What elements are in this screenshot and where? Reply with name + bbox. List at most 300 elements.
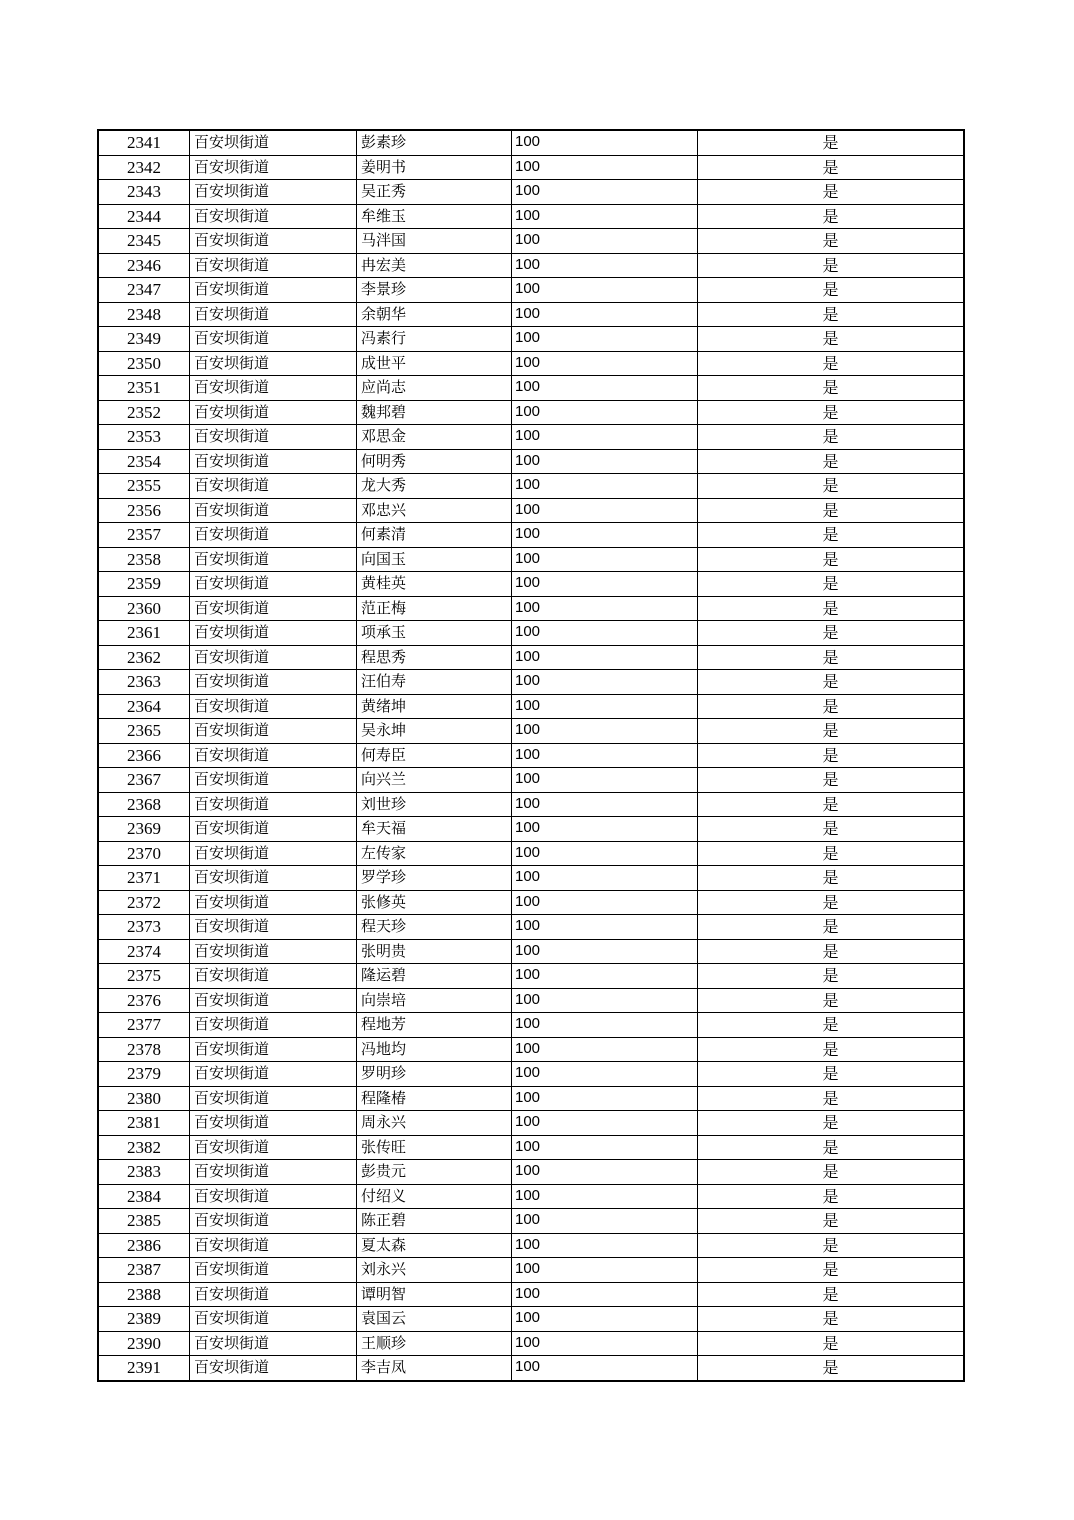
status-cell: 是: [698, 1282, 965, 1307]
street-cell: 百安坝街道: [190, 449, 357, 474]
status-cell: 是: [698, 547, 965, 572]
status-cell: 是: [698, 1086, 965, 1111]
amount-cell: 100: [512, 376, 698, 401]
street-cell: 百安坝街道: [190, 645, 357, 670]
status-cell: 是: [698, 817, 965, 842]
person-name-cell: 何寿臣: [357, 743, 512, 768]
person-name-cell: 左传家: [357, 841, 512, 866]
amount-cell: 100: [512, 1331, 698, 1356]
status-cell: 是: [698, 841, 965, 866]
status-cell: 是: [698, 449, 965, 474]
person-name-cell: 向国玉: [357, 547, 512, 572]
table-row: [98, 498, 964, 523]
table-row: [98, 1184, 964, 1209]
amount-cell: 100: [512, 939, 698, 964]
amount-cell: 100: [512, 1233, 698, 1258]
person-name-cell: 刘永兴: [357, 1258, 512, 1283]
table-row: [98, 1258, 964, 1283]
person-name-cell: 罗学珍: [357, 866, 512, 891]
table-body: [98, 130, 964, 1381]
person-name-cell: 程地芳: [357, 1013, 512, 1038]
person-name-cell: 周永兴: [357, 1111, 512, 1136]
table-row: [98, 694, 964, 719]
table-row: [98, 523, 964, 548]
street-cell: 百安坝街道: [190, 866, 357, 891]
amount-cell: 100: [512, 915, 698, 940]
street-cell: 百安坝街道: [190, 988, 357, 1013]
table-row: [98, 449, 964, 474]
row-number-cell: 2388: [98, 1282, 190, 1307]
status-cell: 是: [698, 1111, 965, 1136]
amount-cell: 100: [512, 1037, 698, 1062]
table-row: [98, 939, 964, 964]
person-name-cell: 彭素珍: [357, 130, 512, 155]
person-name-cell: 张修英: [357, 890, 512, 915]
street-cell: 百安坝街道: [190, 1258, 357, 1283]
table-row: [98, 180, 964, 205]
table-row: [98, 1037, 964, 1062]
row-number-cell: 2363: [98, 670, 190, 695]
table-row: [98, 1160, 964, 1185]
street-cell: 百安坝街道: [190, 180, 357, 205]
amount-cell: 100: [512, 866, 698, 891]
table-row: [98, 130, 964, 155]
table-row: [98, 1062, 964, 1087]
street-cell: 百安坝街道: [190, 841, 357, 866]
status-cell: 是: [698, 1331, 965, 1356]
row-number-cell: 2381: [98, 1111, 190, 1136]
table-row: [98, 1356, 964, 1381]
table-row: [98, 1086, 964, 1111]
amount-cell: 100: [512, 498, 698, 523]
street-cell: 百安坝街道: [190, 572, 357, 597]
table-row: [98, 155, 964, 180]
status-cell: 是: [698, 1062, 965, 1087]
street-cell: 百安坝街道: [190, 719, 357, 744]
status-cell: 是: [698, 351, 965, 376]
row-number-cell: 2355: [98, 474, 190, 499]
row-number-cell: 2343: [98, 180, 190, 205]
row-number-cell: 2369: [98, 817, 190, 842]
street-cell: 百安坝街道: [190, 890, 357, 915]
row-number-cell: 2344: [98, 204, 190, 229]
status-cell: 是: [698, 719, 965, 744]
status-cell: 是: [698, 768, 965, 793]
status-cell: 是: [698, 670, 965, 695]
amount-cell: 100: [512, 890, 698, 915]
person-name-cell: 何明秀: [357, 449, 512, 474]
street-cell: 百安坝街道: [190, 670, 357, 695]
row-number-cell: 2383: [98, 1160, 190, 1185]
status-cell: 是: [698, 400, 965, 425]
table-row: [98, 792, 964, 817]
row-number-cell: 2385: [98, 1209, 190, 1234]
amount-cell: 100: [512, 817, 698, 842]
street-cell: 百安坝街道: [190, 204, 357, 229]
status-cell: 是: [698, 988, 965, 1013]
person-name-cell: 冯素行: [357, 327, 512, 352]
status-cell: 是: [698, 964, 965, 989]
street-cell: 百安坝街道: [190, 130, 357, 155]
amount-cell: 100: [512, 768, 698, 793]
status-cell: 是: [698, 792, 965, 817]
street-cell: 百安坝街道: [190, 253, 357, 278]
street-cell: 百安坝街道: [190, 792, 357, 817]
row-number-cell: 2374: [98, 939, 190, 964]
row-number-cell: 2352: [98, 400, 190, 425]
person-name-cell: 冉宏美: [357, 253, 512, 278]
table-row: [98, 841, 964, 866]
street-cell: 百安坝街道: [190, 694, 357, 719]
status-cell: 是: [698, 1037, 965, 1062]
street-cell: 百安坝街道: [190, 1331, 357, 1356]
row-number-cell: 2382: [98, 1135, 190, 1160]
amount-cell: 100: [512, 670, 698, 695]
row-number-cell: 2389: [98, 1307, 190, 1332]
table-row: [98, 376, 964, 401]
status-cell: 是: [698, 915, 965, 940]
row-number-cell: 2358: [98, 547, 190, 572]
amount-cell: 100: [512, 474, 698, 499]
person-name-cell: 谭明智: [357, 1282, 512, 1307]
status-cell: 是: [698, 523, 965, 548]
person-name-cell: 张明贵: [357, 939, 512, 964]
street-cell: 百安坝街道: [190, 1307, 357, 1332]
table-row: [98, 1233, 964, 1258]
street-cell: 百安坝街道: [190, 596, 357, 621]
street-cell: 百安坝街道: [190, 621, 357, 646]
row-number-cell: 2345: [98, 229, 190, 254]
amount-cell: 100: [512, 1307, 698, 1332]
street-cell: 百安坝街道: [190, 1037, 357, 1062]
person-name-cell: 汪伯寿: [357, 670, 512, 695]
street-cell: 百安坝街道: [190, 229, 357, 254]
amount-cell: 100: [512, 1111, 698, 1136]
status-cell: 是: [698, 596, 965, 621]
street-cell: 百安坝街道: [190, 474, 357, 499]
status-cell: 是: [698, 498, 965, 523]
row-number-cell: 2387: [98, 1258, 190, 1283]
amount-cell: 100: [512, 1258, 698, 1283]
row-number-cell: 2373: [98, 915, 190, 940]
table-row: [98, 204, 964, 229]
street-cell: 百安坝街道: [190, 498, 357, 523]
street-cell: 百安坝街道: [190, 939, 357, 964]
row-number-cell: 2367: [98, 768, 190, 793]
street-cell: 百安坝街道: [190, 155, 357, 180]
amount-cell: 100: [512, 1209, 698, 1234]
amount-cell: 100: [512, 596, 698, 621]
row-number-cell: 2341: [98, 130, 190, 155]
status-cell: 是: [698, 204, 965, 229]
table-row: [98, 1331, 964, 1356]
amount-cell: 100: [512, 1282, 698, 1307]
street-cell: 百安坝街道: [190, 768, 357, 793]
amount-cell: 100: [512, 1086, 698, 1111]
street-cell: 百安坝街道: [190, 817, 357, 842]
subsidy-table: [97, 129, 965, 1382]
status-cell: 是: [698, 1307, 965, 1332]
row-number-cell: 2376: [98, 988, 190, 1013]
amount-cell: 100: [512, 204, 698, 229]
street-cell: 百安坝街道: [190, 1209, 357, 1234]
amount-cell: 100: [512, 449, 698, 474]
row-number-cell: 2346: [98, 253, 190, 278]
amount-cell: 100: [512, 229, 698, 254]
amount-cell: 100: [512, 792, 698, 817]
amount-cell: 100: [512, 253, 698, 278]
person-name-cell: 隆运碧: [357, 964, 512, 989]
table-row: [98, 1135, 964, 1160]
person-name-cell: 向兴兰: [357, 768, 512, 793]
table-row: [98, 547, 964, 572]
amount-cell: 100: [512, 425, 698, 450]
table-row: [98, 645, 964, 670]
person-name-cell: 罗明珍: [357, 1062, 512, 1087]
row-number-cell: 2371: [98, 866, 190, 891]
amount-cell: 100: [512, 645, 698, 670]
row-number-cell: 2366: [98, 743, 190, 768]
amount-cell: 100: [512, 1160, 698, 1185]
row-number-cell: 2391: [98, 1356, 190, 1381]
street-cell: 百安坝街道: [190, 743, 357, 768]
status-cell: 是: [698, 939, 965, 964]
status-cell: 是: [698, 327, 965, 352]
person-name-cell: 陈正碧: [357, 1209, 512, 1234]
status-cell: 是: [698, 180, 965, 205]
row-number-cell: 2372: [98, 890, 190, 915]
street-cell: 百安坝街道: [190, 964, 357, 989]
table-row: [98, 768, 964, 793]
row-number-cell: 2348: [98, 302, 190, 327]
person-name-cell: 吴永坤: [357, 719, 512, 744]
amount-cell: 100: [512, 327, 698, 352]
person-name-cell: 何素清: [357, 523, 512, 548]
street-cell: 百安坝街道: [190, 278, 357, 303]
status-cell: 是: [698, 890, 965, 915]
person-name-cell: 魏邦碧: [357, 400, 512, 425]
street-cell: 百安坝街道: [190, 302, 357, 327]
street-cell: 百安坝街道: [190, 1356, 357, 1381]
table-row: [98, 1282, 964, 1307]
row-number-cell: 2351: [98, 376, 190, 401]
person-name-cell: 姜明书: [357, 155, 512, 180]
amount-cell: 100: [512, 988, 698, 1013]
person-name-cell: 牟维玉: [357, 204, 512, 229]
status-cell: 是: [698, 130, 965, 155]
row-number-cell: 2356: [98, 498, 190, 523]
street-cell: 百安坝街道: [190, 547, 357, 572]
table-row: [98, 890, 964, 915]
table-row: [98, 743, 964, 768]
row-number-cell: 2362: [98, 645, 190, 670]
street-cell: 百安坝街道: [190, 1062, 357, 1087]
amount-cell: 100: [512, 1062, 698, 1087]
row-number-cell: 2377: [98, 1013, 190, 1038]
amount-cell: 100: [512, 743, 698, 768]
row-number-cell: 2375: [98, 964, 190, 989]
amount-cell: 100: [512, 278, 698, 303]
person-name-cell: 张传旺: [357, 1135, 512, 1160]
person-name-cell: 吴正秀: [357, 180, 512, 205]
person-name-cell: 李吉凤: [357, 1356, 512, 1381]
status-cell: 是: [698, 474, 965, 499]
amount-cell: 100: [512, 1013, 698, 1038]
street-cell: 百安坝街道: [190, 1282, 357, 1307]
row-number-cell: 2384: [98, 1184, 190, 1209]
status-cell: 是: [698, 302, 965, 327]
person-name-cell: 项承玉: [357, 621, 512, 646]
amount-cell: 100: [512, 302, 698, 327]
status-cell: 是: [698, 1356, 965, 1381]
person-name-cell: 程隆椿: [357, 1086, 512, 1111]
person-name-cell: 余朝华: [357, 302, 512, 327]
street-cell: 百安坝街道: [190, 425, 357, 450]
amount-cell: 100: [512, 180, 698, 205]
person-name-cell: 王顺珍: [357, 1331, 512, 1356]
person-name-cell: 邓思金: [357, 425, 512, 450]
table-row: [98, 572, 964, 597]
person-name-cell: 李景珍: [357, 278, 512, 303]
row-number-cell: 2347: [98, 278, 190, 303]
row-number-cell: 2390: [98, 1331, 190, 1356]
person-name-cell: 龙大秀: [357, 474, 512, 499]
table-row: [98, 621, 964, 646]
table-row: [98, 596, 964, 621]
table-row: [98, 327, 964, 352]
table-row: [98, 719, 964, 744]
street-cell: 百安坝街道: [190, 1160, 357, 1185]
row-number-cell: 2349: [98, 327, 190, 352]
table-row: [98, 278, 964, 303]
street-cell: 百安坝街道: [190, 915, 357, 940]
person-name-cell: 黄桂英: [357, 572, 512, 597]
status-cell: 是: [698, 1160, 965, 1185]
amount-cell: 100: [512, 547, 698, 572]
table-row: [98, 400, 964, 425]
row-number-cell: 2365: [98, 719, 190, 744]
table-row: [98, 229, 964, 254]
person-name-cell: 马泮国: [357, 229, 512, 254]
row-number-cell: 2368: [98, 792, 190, 817]
row-number-cell: 2380: [98, 1086, 190, 1111]
table-row: [98, 253, 964, 278]
table-row: [98, 915, 964, 940]
row-number-cell: 2350: [98, 351, 190, 376]
status-cell: 是: [698, 645, 965, 670]
amount-cell: 100: [512, 400, 698, 425]
street-cell: 百安坝街道: [190, 1184, 357, 1209]
person-name-cell: 夏太森: [357, 1233, 512, 1258]
person-name-cell: 牟天福: [357, 817, 512, 842]
table-row: [98, 474, 964, 499]
status-cell: 是: [698, 253, 965, 278]
person-name-cell: 付绍义: [357, 1184, 512, 1209]
row-number-cell: 2364: [98, 694, 190, 719]
amount-cell: 100: [512, 1184, 698, 1209]
table-row: [98, 1307, 964, 1332]
amount-cell: 100: [512, 964, 698, 989]
table-row: [98, 988, 964, 1013]
amount-cell: 100: [512, 694, 698, 719]
table-row: [98, 866, 964, 891]
status-cell: 是: [698, 694, 965, 719]
status-cell: 是: [698, 743, 965, 768]
status-cell: 是: [698, 1209, 965, 1234]
street-cell: 百安坝街道: [190, 327, 357, 352]
status-cell: 是: [698, 1258, 965, 1283]
status-cell: 是: [698, 278, 965, 303]
person-name-cell: 成世平: [357, 351, 512, 376]
row-number-cell: 2342: [98, 155, 190, 180]
row-number-cell: 2378: [98, 1037, 190, 1062]
table-row: [98, 817, 964, 842]
status-cell: 是: [698, 376, 965, 401]
status-cell: 是: [698, 1135, 965, 1160]
person-name-cell: 程天珍: [357, 915, 512, 940]
row-number-cell: 2379: [98, 1062, 190, 1087]
table-row: [98, 1209, 964, 1234]
amount-cell: 100: [512, 1356, 698, 1381]
table-row: [98, 425, 964, 450]
amount-cell: 100: [512, 155, 698, 180]
row-number-cell: 2386: [98, 1233, 190, 1258]
person-name-cell: 袁国云: [357, 1307, 512, 1332]
amount-cell: 100: [512, 130, 698, 155]
street-cell: 百安坝街道: [190, 1013, 357, 1038]
table-row: [98, 302, 964, 327]
street-cell: 百安坝街道: [190, 1233, 357, 1258]
table-row: [98, 670, 964, 695]
row-number-cell: 2361: [98, 621, 190, 646]
person-name-cell: 邓忠兴: [357, 498, 512, 523]
person-name-cell: 应尚志: [357, 376, 512, 401]
status-cell: 是: [698, 1233, 965, 1258]
amount-cell: 100: [512, 719, 698, 744]
amount-cell: 100: [512, 572, 698, 597]
table-row: [98, 1013, 964, 1038]
table-row: [98, 1111, 964, 1136]
amount-cell: 100: [512, 351, 698, 376]
status-cell: 是: [698, 572, 965, 597]
status-cell: 是: [698, 1013, 965, 1038]
person-name-cell: 刘世珍: [357, 792, 512, 817]
person-name-cell: 范正梅: [357, 596, 512, 621]
row-number-cell: 2360: [98, 596, 190, 621]
status-cell: 是: [698, 229, 965, 254]
row-number-cell: 2353: [98, 425, 190, 450]
street-cell: 百安坝街道: [190, 1135, 357, 1160]
street-cell: 百安坝街道: [190, 351, 357, 376]
status-cell: 是: [698, 1184, 965, 1209]
table-row: [98, 351, 964, 376]
row-number-cell: 2354: [98, 449, 190, 474]
status-cell: 是: [698, 866, 965, 891]
status-cell: 是: [698, 621, 965, 646]
amount-cell: 100: [512, 523, 698, 548]
table-row: [98, 964, 964, 989]
person-name-cell: 黄绪坤: [357, 694, 512, 719]
status-cell: 是: [698, 425, 965, 450]
person-name-cell: 彭贵元: [357, 1160, 512, 1185]
status-cell: 是: [698, 155, 965, 180]
street-cell: 百安坝街道: [190, 376, 357, 401]
street-cell: 百安坝街道: [190, 1086, 357, 1111]
street-cell: 百安坝街道: [190, 400, 357, 425]
person-name-cell: 向崇培: [357, 988, 512, 1013]
row-number-cell: 2359: [98, 572, 190, 597]
row-number-cell: 2357: [98, 523, 190, 548]
